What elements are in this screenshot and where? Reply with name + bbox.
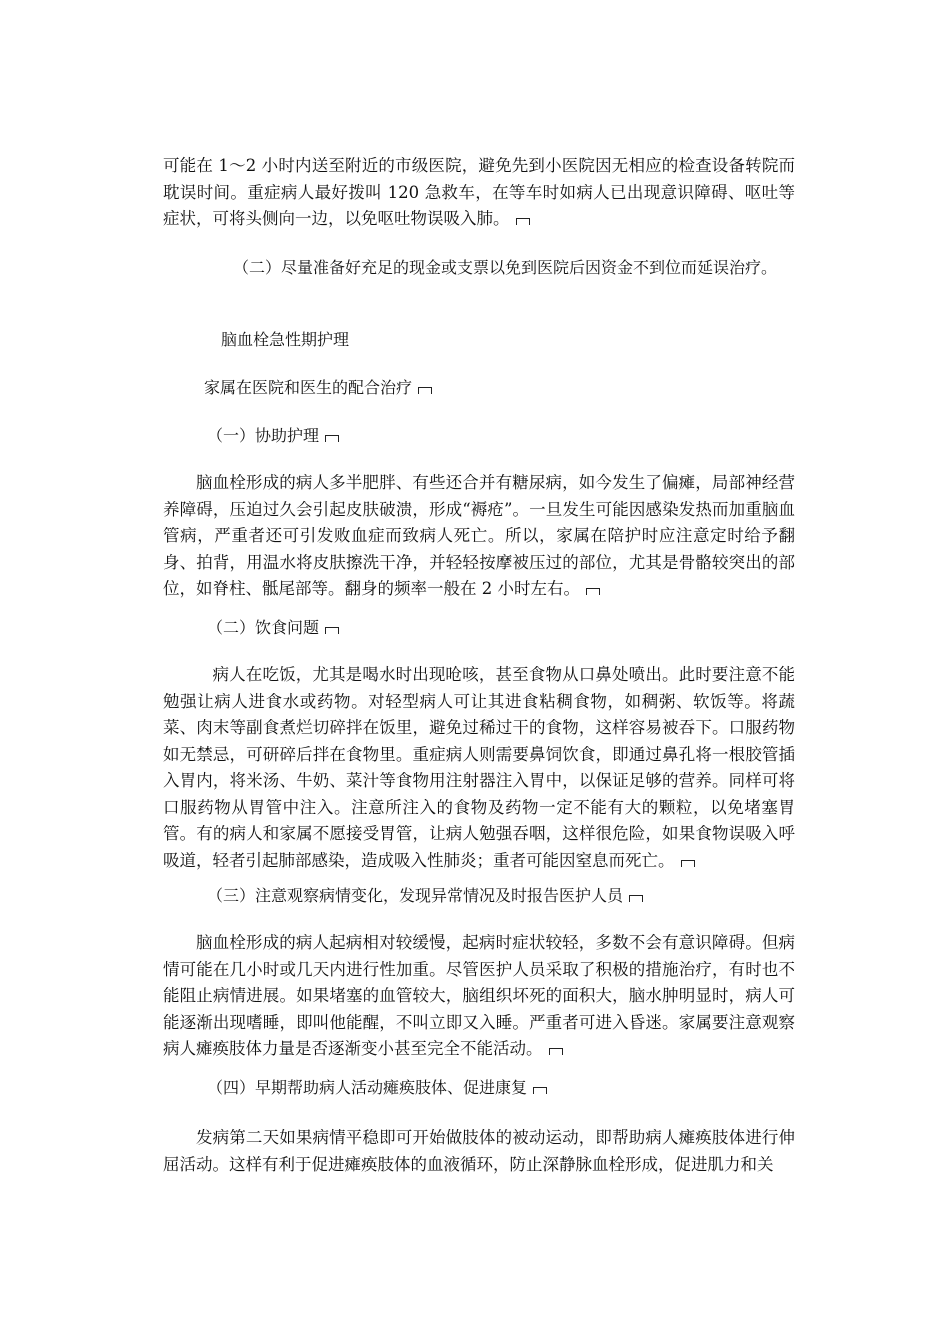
- item1-body: [163, 470, 795, 603]
- item4-body-text: 发病第二天如果病情平稳即可开始做肢体的被动运动，即帮助病人瘫痪肢体进行伸屈活动。这样有利于促进瘫痪肢体的血液循环，防止深静脉血栓形成，促进肌力和关: [163, 1128, 795, 1174]
- item-money-text: （二）尽量准备好充足的现金或支票以免到医院后因资金不到位而延误治疗。: [233, 258, 778, 277]
- paragraph-mark-icon: [533, 1087, 547, 1094]
- item1-title: [207, 424, 339, 448]
- item4-title: [207, 1076, 547, 1100]
- item2-body-text: 病人在吃饭，尤其是喝水时出现呛咳，甚至食物从口鼻处喷出。此时要注意不能勉强让病人进食水或药物。对轻型病人可让其进食粘稠食物，如稠粥、软饭等。将蔬菜、肉末等副食煮烂切碎拌在饭里，避免过稀过干的食物，这样容易被吞下。口服药物如无禁忌，可研碎后拌在食物里。重症病人则需要鼻饲饮食，即通过鼻孔将一根胶管插入胃内，将米汤、牛奶、菜汁等食物用注射器注入胃中，以保证足够的营养。同样可将口服药物从胃管中注入。注意所注入的食物及药物一定不能有大的颗粒，以免堵塞胃管。有的病人和家属不愿接受胃管，让病人勉强吞咽，这样很危险，如果食物误吸入呼吸道，轻者引起肺部感染，造成吸入性肺炎；重者可能因窒息而死亡。: [163, 665, 795, 870]
- item3-title-text: （三）注意观察病情变化，发现异常情况及时报告医护人员: [207, 886, 624, 905]
- family-title: [204, 376, 432, 400]
- item4-body: [163, 1125, 795, 1178]
- paragraph-intro-text: 可能在 1～2 小时内送至附近的市级医院，避免先到小医院因无相应的检查设备转院而耽误时间。重症病人最好拨叫 120 急救车，在等车时如病人已出现意识障碍、呕吐等症状，可将头侧向一边，以免呕吐物误吸入肺。: [163, 156, 795, 228]
- item3-body-text: 脑血栓形成的病人起病相对较缓慢，起病时症状较轻，多数不会有意识障碍。但病情可能在几小时或几天内进行性加重。尽管医护人员采取了积极的措施治疗，有时也不能阻止病情进展。如果堵塞的血管较大，脑组织坏死的面积大，脑水肿明显时，病人可能逐渐出现嗜睡，即叫他能醒，不叫立即又入睡。严重者可进入昏迷。家属要注意观察病人瘫痪肢体力量是否逐渐变小甚至完全不能活动。: [163, 933, 795, 1058]
- paragraph-mark-icon: [325, 435, 339, 442]
- item3-title: [207, 884, 643, 908]
- paragraph-mark-icon: [418, 387, 432, 394]
- item1-body-text: 脑血栓形成的病人多半肥胖、有些还合并有糖尿病，如今发生了偏瘫，局部神经营养障碍，压迫过久会引起皮肤破溃，形成“褥疮”。一旦发生可能因感染发热而加重脑血管病，严重者还可引发败血症而致病人死亡。所以，家属在陪护时应注意定时给予翻身、拍背，用温水将皮肤擦洗干净，并轻轻按摩被压过的部位，尤其是骨骼较突出的部位，如脊柱、骶尾部等。翻身的频率一般在 2 小时左右。: [163, 473, 795, 598]
- item3-body: [163, 930, 795, 1063]
- paragraph-mark-icon: [325, 627, 339, 634]
- paragraph-mark-icon: [549, 1048, 563, 1055]
- item2-body: [163, 662, 795, 874]
- item1-title-text: （一）协助护理: [207, 426, 320, 445]
- item4-title-text: （四）早期帮助病人活动瘫痪肢体、促进康复: [207, 1078, 528, 1097]
- item-money: [233, 256, 777, 280]
- paragraph-mark-icon: [681, 860, 695, 867]
- paragraph-mark-icon: [586, 588, 600, 595]
- section-title-text: 脑血栓急性期护理: [221, 330, 350, 349]
- family-title-text: 家属在医院和医生的配合治疗: [204, 378, 413, 397]
- section-title: [221, 328, 349, 352]
- item2-title: [207, 616, 339, 640]
- item2-title-text: （二）饮食问题: [207, 618, 320, 637]
- paragraph-intro: [163, 153, 795, 233]
- paragraph-mark-icon: [629, 895, 643, 902]
- paragraph-mark-icon: [516, 218, 530, 225]
